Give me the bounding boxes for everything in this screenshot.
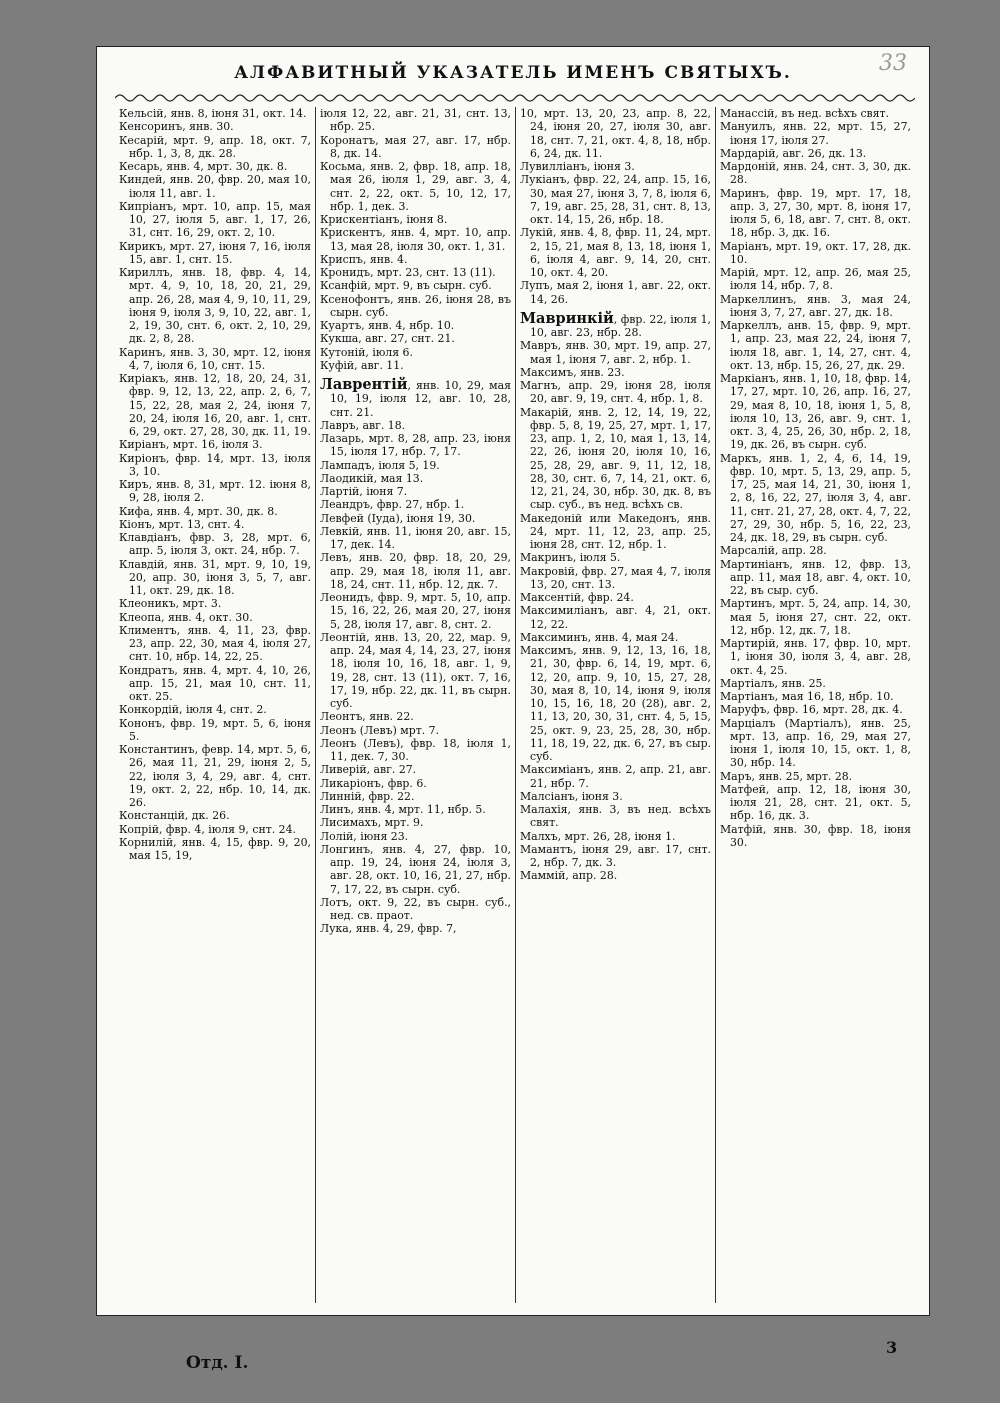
index-entry: Лотъ, окт. 9, 22, въ сырн. суб., нед. св. праот. — [320, 895, 511, 922]
index-entry: Матфій, янв. 30, фвр. 18, іюня 30. — [720, 822, 911, 849]
index-entry: Криспъ, янв. 4. — [320, 252, 408, 266]
index-columns — [115, 107, 915, 1303]
index-entry: Малсіанъ, іюня 3. — [520, 789, 623, 803]
index-entry: Каринъ, янв. 3, 30, мрт. 12, іюня 4, 7, іюля 6, 10, снт. 15. — [119, 345, 311, 372]
index-entry: Мардоній, янв. 24, снт. 3, 30, дк. 28. — [720, 160, 911, 187]
index-entry: Лампадъ, іюля 5, 19. — [320, 458, 440, 472]
index-entry: іюля 12, 22, авг. 21, 31, снт. 13, нбр. 25. — [320, 107, 511, 134]
index-entry: Маркеллинъ, янв. 3, мая 24, іюня 3, 7, 27, авг. 27, дк. 18. — [720, 292, 911, 319]
index-entry: Лаврентій, янв. 10, 29, мая 10, 19, іюля 12, авг. 10, 28, снт. 21. — [320, 376, 511, 419]
index-entry: Мартіанъ, мая 16, 18, нбр. 10. — [720, 690, 894, 703]
page-number: 3 — [886, 1338, 898, 1357]
index-entry: Максиміанъ, янв. 2, апр. 21, авг. 21, нбр. 7. — [520, 763, 711, 790]
index-entry: Ливерій, авг. 27. — [320, 763, 417, 777]
index-entry: Лукій, янв. 4, 8, фвр. 11, 24, мрт. 2, 15, 21, мая 8, 13, 18, іюня 1, 6, іюля 4, авг. 9, 14, 20, снт. 10, окт. 4, 20. — [520, 226, 711, 279]
index-entry: Киндей, янв. 20, фвр. 20, мая 10, іюля 11, авг. 1. — [119, 173, 311, 200]
index-entry: Крискентъ, янв. 4, мрт. 10, апр. 13, мая 28, іюля 30, окт. 1, 31. — [320, 226, 511, 253]
index-entry: Кириллъ, янв. 18, фвр. 4, 14, мрт. 4, 9, 10, 18, 20, 21, 29, апр. 26, 28, мая 4, 9, 10, 11, 29, іюня 9, іюля 3, 9, 10, 22, авг. 1, 2, 19, 30, снт. 6, окт. 2, 10, 29, дк. 2, 8, 28. — [119, 266, 311, 346]
index-entry: Лувилліанъ, іюня 3. — [520, 160, 635, 173]
index-entry: Мардарій, авг. 26, дк. 13. — [720, 146, 867, 160]
index-column-3 — [515, 107, 715, 1303]
index-entry: Леонтій, янв. 13, 20, 22, мар. 9, апр. 24, мая 4, 14, 23, 27, іюня 18, іюля 10, 16, 18, авг. 1, 9, 19, 28, снт. 13 (11), окт. 7, 16, 17, 19, нбр. 22, дк. 11, въ сырн. суб. — [320, 630, 511, 710]
index-entry: Мавръ, янв. 30, мрт. 19, апр. 27, мая 1, іюня 7, авг. 2, нбр. 1. — [520, 339, 711, 366]
index-entry: Макарій, янв. 2, 12, 14, 19, 22, фвр. 5, 8, 19, 25, 27, мрт. 1, 17, 23, апр. 1, 2, 10, мая 1, 13, 14, 22, 26, іюня 20, іюля 10, 16, 25, 28, 29, авг. 9, 11, 12, 18, 28, 30, снт. 6, 7, 14, 21, окт. 6, 12, 21, 24, 30, нбр. 30, дк. 8, въ сыр. суб., въ нед. всѣхъ св. — [520, 405, 711, 512]
index-entry: Лупъ, мая 2, іюня 1, авг. 22, окт. 14, 26. — [520, 279, 711, 306]
index-entry: Корнилій, янв. 4, 15, фвр. 9, 20, мая 15, 19, — [119, 835, 311, 862]
index-entry: Ликаріонъ, фвр. 6. — [320, 776, 427, 790]
index-entry: Лавръ, авг. 18. — [320, 418, 406, 432]
index-entry: Кирикъ, мрт. 27, іюня 7, 16, іюля 15, авг. 1, снт. 15. — [119, 239, 311, 266]
index-entry: Лазарь, мрт. 8, 28, апр. 23, іюня 15, іюля 17, нбр. 7, 17. — [320, 432, 511, 459]
index-entry: Констанцій, дк. 26. — [119, 809, 230, 823]
index-entry: Лолій, іюня 23. — [320, 829, 409, 843]
index-entry: Максимъ, янв. 23. — [520, 365, 625, 379]
index-entry: Малахія, янв. 3, въ нед. всѣхъ свят. — [520, 803, 711, 830]
index-entry: Маркеллъ, анв. 15, фвр. 9, мрт. 1, апр. 23, мая 22, 24, іюня 7, іюля 18, авг. 1, 14, 27, снт. 4, окт. 13, нбр. 15, 26, 27, дк. 29. — [720, 319, 911, 372]
index-entry: 10, мрт. 13, 20, 23, апр. 8, 22, 24, іюня 20, 27, іюля 30, авг. 18, снт. 7, 21, окт. 4, 8, 18, нбр. 6, 24, дк. 11. — [520, 107, 711, 160]
book-page — [96, 46, 930, 1316]
index-entry: Левъ, янв. 20, фвр. 18, 20, 29, апр. 29, мая 18, іюля 11, авг. 18, 24, снт. 11, нбр. 12, дк. 7. — [320, 551, 511, 591]
index-entry: Матфей, апр. 12, 18, іюня 30, іюля 21, 28, снт. 21, окт. 5, нбр. 16, дк. 3. — [720, 782, 911, 823]
index-entry: Кононъ, фвр. 19, мрт. 5, 6, іюня 5. — [119, 716, 311, 743]
index-entry: Левфей (Іуда), іюня 19, 30. — [320, 511, 476, 525]
wavy-rule-divider — [115, 91, 915, 105]
index-entry: Манассій, въ нед. всѣхъ свят. — [720, 107, 890, 120]
index-entry: Кельсій, янв. 8, іюня 31, окт. 14. — [119, 107, 307, 120]
index-entry: Кенсоринъ, янв. 30. — [119, 120, 234, 134]
index-entry: Маріанъ, мрт. 19, окт. 17, 28, дк. 10. — [720, 239, 911, 266]
index-entry: Леандръ, фвр. 27, нбр. 1. — [320, 498, 465, 512]
index-entry: Константинъ, февр. 14, мрт. 5, 6, 26, мая 11, 21, 29, іюня 2, 5, 22, іюля 3, 4, 29, авг. 4, снт. 19, окт. 2, 22, нбр. 10, 14, дк. 26. — [119, 743, 311, 809]
index-entry: Маръ, янв. 25, мрт. 28. — [720, 769, 853, 783]
index-entry: Климентъ, янв. 4, 11, 23, фвр. 23, апр. 22, 30, мая 4, іюля 27, снт. 10, нбр. 14, 22, 25. — [119, 623, 311, 664]
index-entry: Крискентіанъ, іюня 8. — [320, 213, 448, 226]
index-entry: Клавдіанъ, фвр. 3, 28, мрт. 6, апр. 5, іюля 3, окт. 24, нбр. 7. — [119, 531, 311, 558]
index-entry: Лукіанъ, фвр. 22, 24, апр. 15, 16, 30, мая 27, іюня 3, 7, 8, іюля 6, 7, 19, авг. 25, 28, 31, снт. 8, 13, окт. 14, 15, 26, нбр. 18. — [520, 173, 711, 226]
index-entry: Маринъ, фвр. 19, мрт. 17, 18, апр. 3, 27, 30, мрт. 8, іюня 17, іюля 5, 6, 18, авг. 7, снт. 8, окт. 18, нбр. 3, дк. 16. — [720, 186, 911, 240]
index-entry: Максентій, фвр. 24. — [520, 591, 634, 604]
index-column-1 — [115, 107, 315, 1303]
index-entry: Лука, янв. 4, 29, фвр. 7, — [320, 922, 457, 936]
index-entry: Клавдій, янв. 31, мрт. 9, 10, 19, 20, апр. 30, іюня 3, 5, 7, авг. 11, окт. 29, дк. 18. — [119, 557, 311, 597]
index-entry: Мартинъ, мрт. 5, 24, апр. 14, 30, мая 5, іюня 27, снт. 22, окт. 12, нбр. 12, дк. 7, 18. — [720, 597, 911, 637]
index-entry: Кифа, янв. 4, мрт. 30, дк. 8. — [119, 504, 278, 518]
index-entry: Конкордій, іюля 4, снт. 2. — [119, 703, 267, 717]
index-entry: Мартіалъ, янв. 25. — [720, 676, 826, 690]
index-entry: Маркіанъ, янв. 1, 10, 18, фвр. 14, 17, 27, мрт. 10, 26, апр. 16, 27, 29, мая 8, 10, 18, іюня 1, 5, 8, іюля 10, 13, 26, авг. 9, снт. 1, окт. 3, 4, 25, 26, 30, нбр. 2, 18, 19, дк. 26, въ сырн. суб. — [720, 372, 911, 452]
index-entry: Киріакъ, янв. 12, 18, 20, 24, 31, фвр. 9, 12, 13, 22, апр. 2, 6, 7, 15, 22, 28, мая 2, 24, іюня 7, 20, 24, іюля 16, 20, авг. 1, снт. 6, 29, окт. 27, 28, 30, дк. 11, 19. — [119, 372, 311, 438]
index-entry: Ксенофонтъ, янв. 26, іюня 28, въ сырн. суб. — [320, 292, 511, 319]
index-entry: Кесарь, янв. 4, мрт. 30, дк. 8. — [119, 160, 288, 173]
index-entry: Макровій, фвр. 27, мая 4, 7, іюля 13, 20, снт. 13. — [520, 564, 711, 591]
index-entry: Мануилъ, янв. 22, мрт. 15, 27, іюня 17, іюля 27. — [720, 120, 911, 147]
index-entry: Мамантъ, іюня 29, авг. 17, снт. 2, нбр. 7, дк. 3. — [520, 842, 711, 869]
index-entry: Мавринкій, фвр. 22, іюля 1, 10, авг. 23, нбр. 28. — [520, 309, 711, 339]
index-entry: Кутоній, іюля 6. — [320, 345, 413, 359]
index-entry: Кесарій, мрт. 9, апр. 18, окт. 7, нбр. 1, 3, 8, дк. 28. — [119, 133, 311, 160]
handwritten-folio-number: 33 — [879, 51, 907, 76]
index-entry: Линъ, янв. 4, мрт. 11, нбр. 5. — [320, 803, 486, 816]
index-column-2 — [315, 107, 515, 1303]
index-entry: Киръ, янв. 8, 31, мрт. 12. іюня 8, 9, 28, іюля 2. — [119, 478, 311, 505]
index-entry: Марціалъ (Мартіалъ), янв. 25, мрт. 13, апр. 16, 29, мая 27, іюня 1, іюля 10, 15, окт. 1, 8, 30, нбр. 14. — [720, 716, 911, 770]
index-entry: Куартъ, янв. 4, нбр. 10. — [320, 319, 455, 332]
index-entry: Кукша, авг. 27, снт. 21. — [320, 332, 455, 346]
section-label: Отд. I. — [186, 1353, 249, 1373]
index-entry: Лисимахъ, мрт. 9. — [320, 816, 424, 830]
index-entry: Клеоникъ, мрт. 3. — [119, 597, 222, 611]
index-entry: Максимъ, янв. 9, 12, 13, 16, 18, 21, 30, фвр. 6, 14, 19, мрт. 6, 12, 20, апр. 9, 10, 15, 27, 28, 30, мая 8, 10, 14, іюня 9, іюля 10, 15, 16, 18, 20 (28), авг. 2, 11, 13, 20, 30, 31, снт. 4, 5, 15, 25, окт. 9, 23, 25, 28, 30, нбр. 11, 18, 19, 22, дк. 6, 27, въ сыр. суб. — [520, 644, 711, 763]
index-entry: Ксанфій, мрт. 9, въ сырн. суб. — [320, 279, 492, 293]
index-entry: Макринъ, іюля 5. — [520, 551, 621, 565]
index-entry: Косьма, янв. 2, фвр. 18, апр. 18, мая 26, іюля 1, 29, авг. 3, 4, снт. 2, 22, окт. 5, 10, 12, 17, нбр. 1, дек. 3. — [320, 160, 511, 213]
index-entry: Леонъ (Левъ) мрт. 7. — [320, 723, 440, 737]
index-entry: Леонтъ, янв. 22. — [320, 710, 414, 724]
index-entry: Кіонъ, мрт. 13, снт. 4. — [119, 517, 245, 531]
index-column-4 — [715, 107, 915, 1303]
index-entry: Леонъ (Левъ), фвр. 18, іюля 1, 11, дек. 7, 30. — [320, 736, 511, 763]
index-entry: Максиминъ, янв. 4, мая 24. — [520, 630, 679, 644]
index-entry: Магнъ, апр. 29, іюня 28, іюля 20, авг. 9, 19, снт. 4, нбр. 1, 8. — [520, 379, 711, 406]
index-entry: Маммій, апр. 28. — [520, 869, 618, 883]
index-entry: Кронидъ, мрт. 23, снт. 13 (11). — [320, 266, 496, 279]
index-entry: Мартирій, янв. 17, фвр. 10, мрт. 1, іюня 30, іюля 3, 4, авг. 28, окт. 4, 25. — [720, 637, 911, 677]
index-entry: Лаодикій, мая 13. — [320, 471, 424, 485]
index-entry: Линній, фвр. 22. — [320, 789, 415, 803]
page-title: АЛФАВИТНЫЙ УКАЗАТЕЛЬ ИМЕНЪ СВЯТЫХЪ. — [234, 63, 792, 83]
index-entry: Левкій, янв. 11, іюня 20, авг. 15, 17, дек. 14. — [320, 524, 511, 551]
index-entry: Клеопа, янв. 4, окт. 30. — [119, 610, 253, 624]
index-entry: Куфій, авг. 11. — [320, 358, 404, 372]
index-entry: Лонгинъ, янв. 4, 27, фвр. 10, апр. 19, 24, іюня 24, іюля 3, авг. 28, окт. 10, 16, 21, 27, нбр. 7, 17, 22, въ сырн. суб. — [320, 842, 511, 896]
index-entry: Киріонъ, фвр. 14, мрт. 13, іюля 3, 10. — [119, 451, 311, 478]
index-entry: Македоній или Македонъ, янв. 24, мрт. 11, 12, 23, апр. 25, іюня 28, снт. 12, нбр. 1. — [520, 511, 711, 551]
index-entry: Марій, мрт. 12, апр. 26, мая 25, іюля 14, нбр. 7, 8. — [720, 266, 911, 293]
index-entry: Коронатъ, мая 27, авг. 17, нбр. 8, дк. 14. — [320, 133, 511, 160]
index-entry: Маркъ, янв. 1, 2, 4, 6, 14, 19, фвр. 10, мрт. 5, 13, 29, апр. 5, 17, 25, мая 14, 21, 30, іюня 1, 2, 8, 16, 22, 27, іюля 3, 4, авг. 11, снт. 21, 27, 28, окт. 4, 7, 22, 27, 29, 30, нбр. 5, 16, 22, 23, 24, дк. 18, 29, въ сырн. суб. — [720, 451, 911, 544]
index-entry: Малхъ, мрт. 26, 28, іюня 1. — [520, 829, 676, 843]
index-entry: Кондратъ, янв. 4, мрт. 4, 10, 26, апр. 15, 21, мая 10, снт. 11, окт. 25. — [119, 663, 311, 703]
index-entry: Копрій, фвр. 4, іюля 9, снт. 24. — [119, 822, 296, 836]
index-entry: Маруфъ, фвр. 16, мрт. 28, дк. 4. — [720, 703, 903, 717]
index-entry: Максимиліанъ, авг. 4, 21, окт. 12, 22. — [520, 604, 711, 631]
index-entry: Лартій, іюня 7. — [320, 485, 408, 498]
index-entry: Киріанъ, мрт. 16, іюля 3. — [119, 438, 263, 452]
index-entry: Марсалій, апр. 28. — [720, 544, 827, 558]
index-entry: Кипріанъ, мрт. 10, апр. 15, мая 10, 27, іюля 5, авг. 1, 17, 26, 31, снт. 16, 29, окт. 2, 10. — [119, 199, 311, 240]
index-entry: Мартиніанъ, янв. 12, фвр. 13, апр. 11, мая 18, авг. 4, окт. 10, 22, въ сыр. суб. — [720, 557, 911, 597]
index-entry: Леонидъ, фвр. 9, мрт. 5, 10, апр. 15, 16, 22, 26, мая 20, 27, іюня 5, 28, іюля 17, авг. 8, снт. 2. — [320, 591, 511, 631]
